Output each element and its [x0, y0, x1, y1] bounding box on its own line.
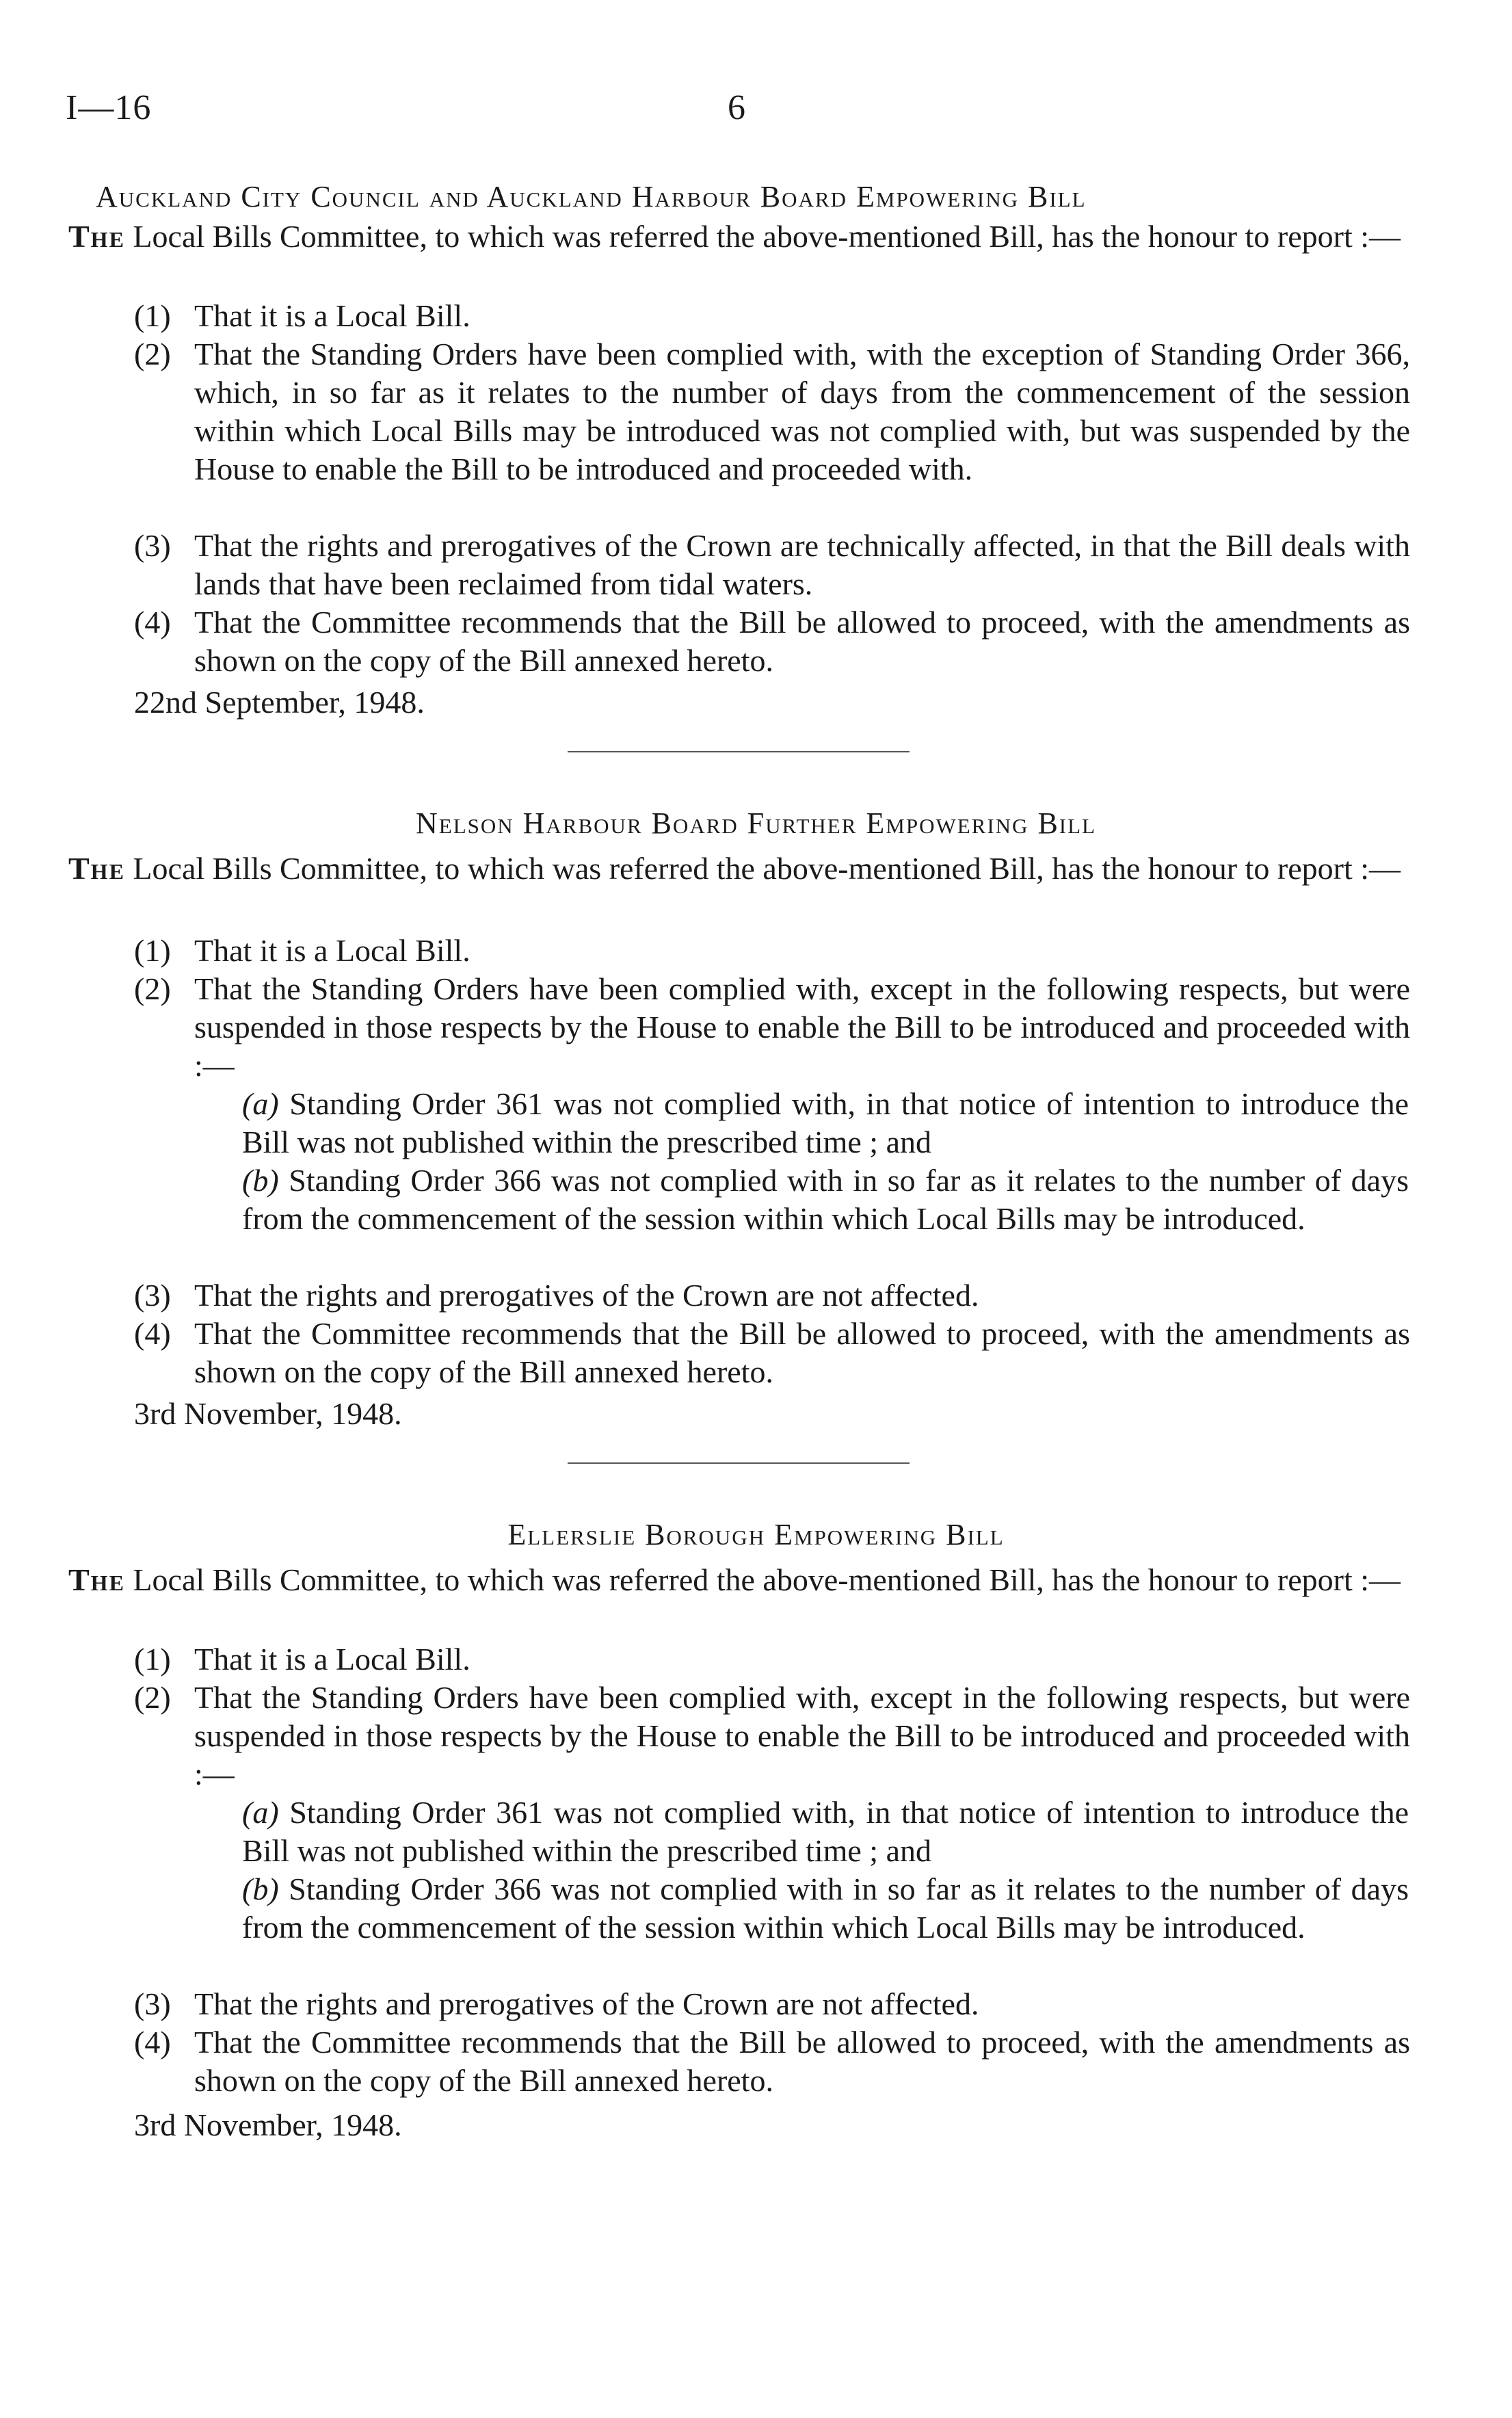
item-text: That it is a Local Bill.	[194, 298, 470, 333]
item-text: That the Committee recommends that the Bill be allowed to proceed, with the amendments as shown on the copy of the Bill annexed hereto.	[194, 1316, 1410, 1389]
item-text: That the Committee recommends that the Bill be allowed to proceed, with the amendments as shown on the copy of the Bill annexed hereto.	[194, 605, 1410, 678]
page-number: 6	[728, 88, 745, 127]
report-item	[134, 2023, 1410, 2100]
item-text: That the Standing Orders have been complied with, with the exception of Standing Order 366, which, in so far as it relates to the number of days from the commencement of the session within which Local Bills may be introduced was not complied with, but was suspended by the House to enable the Bill to be introduced and proceeded with.	[194, 337, 1410, 486]
intro-lead: The	[68, 219, 125, 254]
item-text: That the rights and prerogatives of the Crown are not affected.	[194, 1278, 979, 1313]
subitem-label: (b)	[242, 1871, 279, 1906]
report-item	[134, 527, 1410, 603]
item-text: That the rights and prerogatives of the Crown are technically affected, in that the Bill deals with lands that have been reclaimed from tidal waters.	[194, 528, 1410, 601]
item-text: That it is a Local Bill.	[194, 933, 470, 968]
item-number: (4)	[134, 605, 171, 640]
section-intro	[68, 1561, 1409, 1599]
intro-lead: The	[68, 1562, 125, 1597]
item-number: (2)	[134, 1680, 171, 1715]
item-number: (1)	[134, 1642, 171, 1677]
subitem-text: Standing Order 361 was not complied with, in that notice of intention to introduce the Bill was not published within the prescribed time ; and	[242, 1086, 1409, 1159]
report-date: 3rd November, 1948.	[134, 1396, 402, 1431]
section-title-auckland: Auckland City Council and Auckland Harbour Board Empowering Bill	[96, 180, 1087, 213]
item-number: (4)	[134, 2025, 171, 2060]
section-intro	[68, 850, 1409, 888]
report-subitem	[242, 1161, 1409, 1238]
intro-text: Local Bills Committee, to which was referred the above-mentioned Bill, has the honour to report :—	[133, 1562, 1401, 1597]
item-text: That the rights and prerogatives of the Crown are not affected.	[194, 1986, 979, 2021]
item-text: That it is a Local Bill.	[194, 1642, 470, 1677]
intro-lead: The	[68, 851, 125, 886]
report-item	[134, 932, 1410, 970]
section-title-nelson: Nelson Harbour Board Further Empowering Bill	[415, 806, 1096, 840]
report-item	[134, 603, 1410, 680]
report-item	[134, 970, 1410, 1085]
section-intro	[68, 218, 1409, 256]
subitem-text: Standing Order 361 was not complied with, in that notice of intention to introduce the Bill was not published within the prescribed time ; and	[242, 1795, 1409, 1868]
report-item	[134, 335, 1410, 488]
subitem-label: (a)	[242, 1086, 279, 1121]
paper-code: I—16	[66, 88, 152, 127]
item-number: (2)	[134, 971, 171, 1006]
intro-text: Local Bills Committee, to which was referred the above-mentioned Bill, has the honour to report :—	[133, 219, 1401, 254]
item-number: (3)	[134, 528, 171, 563]
item-number: (2)	[134, 337, 171, 371]
report-date: 3rd November, 1948.	[134, 2107, 402, 2142]
item-number: (3)	[134, 1278, 171, 1313]
report-item	[134, 1640, 1410, 1679]
intro-text: Local Bills Committee, to which was referred the above-mentioned Bill, has the honour to report :—	[133, 851, 1401, 886]
section-divider	[568, 1462, 910, 1464]
section-divider	[568, 751, 910, 752]
report-subitem	[242, 1870, 1409, 1947]
report-subitem	[242, 1793, 1409, 1870]
item-number: (1)	[134, 933, 171, 968]
item-text: That the Committee recommends that the Bill be allowed to proceed, with the amendments as shown on the copy of the Bill annexed hereto.	[194, 2025, 1410, 2098]
section-title-ellerslie: Ellerslie Borough Empowering Bill	[507, 1518, 1005, 1551]
item-number: (1)	[134, 298, 171, 333]
item-text: That the Standing Orders have been complied with, except in the following respects, but were suspended in those respects by the House to enable the Bill to be introduced and proceeded with :—	[194, 971, 1410, 1083]
item-text: That the Standing Orders have been complied with, except in the following respects, but were suspended in those respects by the House to enable the Bill to be introduced and proceeded with :—	[194, 1680, 1410, 1791]
report-subitem	[242, 1085, 1409, 1161]
report-item	[134, 1985, 1410, 2023]
report-date: 22nd September, 1948.	[134, 685, 425, 720]
report-item	[134, 297, 1410, 335]
item-number: (4)	[134, 1316, 171, 1351]
item-number: (3)	[134, 1986, 171, 2021]
report-item	[134, 1679, 1410, 1793]
subitem-text: Standing Order 366 was not complied with in so far as it relates to the number of days from the commencement of the session within which Local Bills may be introduced.	[242, 1871, 1409, 1945]
subitem-text: Standing Order 366 was not complied with in so far as it relates to the number of days from the commencement of the session within which Local Bills may be introduced.	[242, 1163, 1409, 1236]
report-item	[134, 1315, 1410, 1391]
subitem-label: (a)	[242, 1795, 279, 1830]
subitem-label: (b)	[242, 1163, 279, 1198]
report-item	[134, 1276, 1410, 1315]
